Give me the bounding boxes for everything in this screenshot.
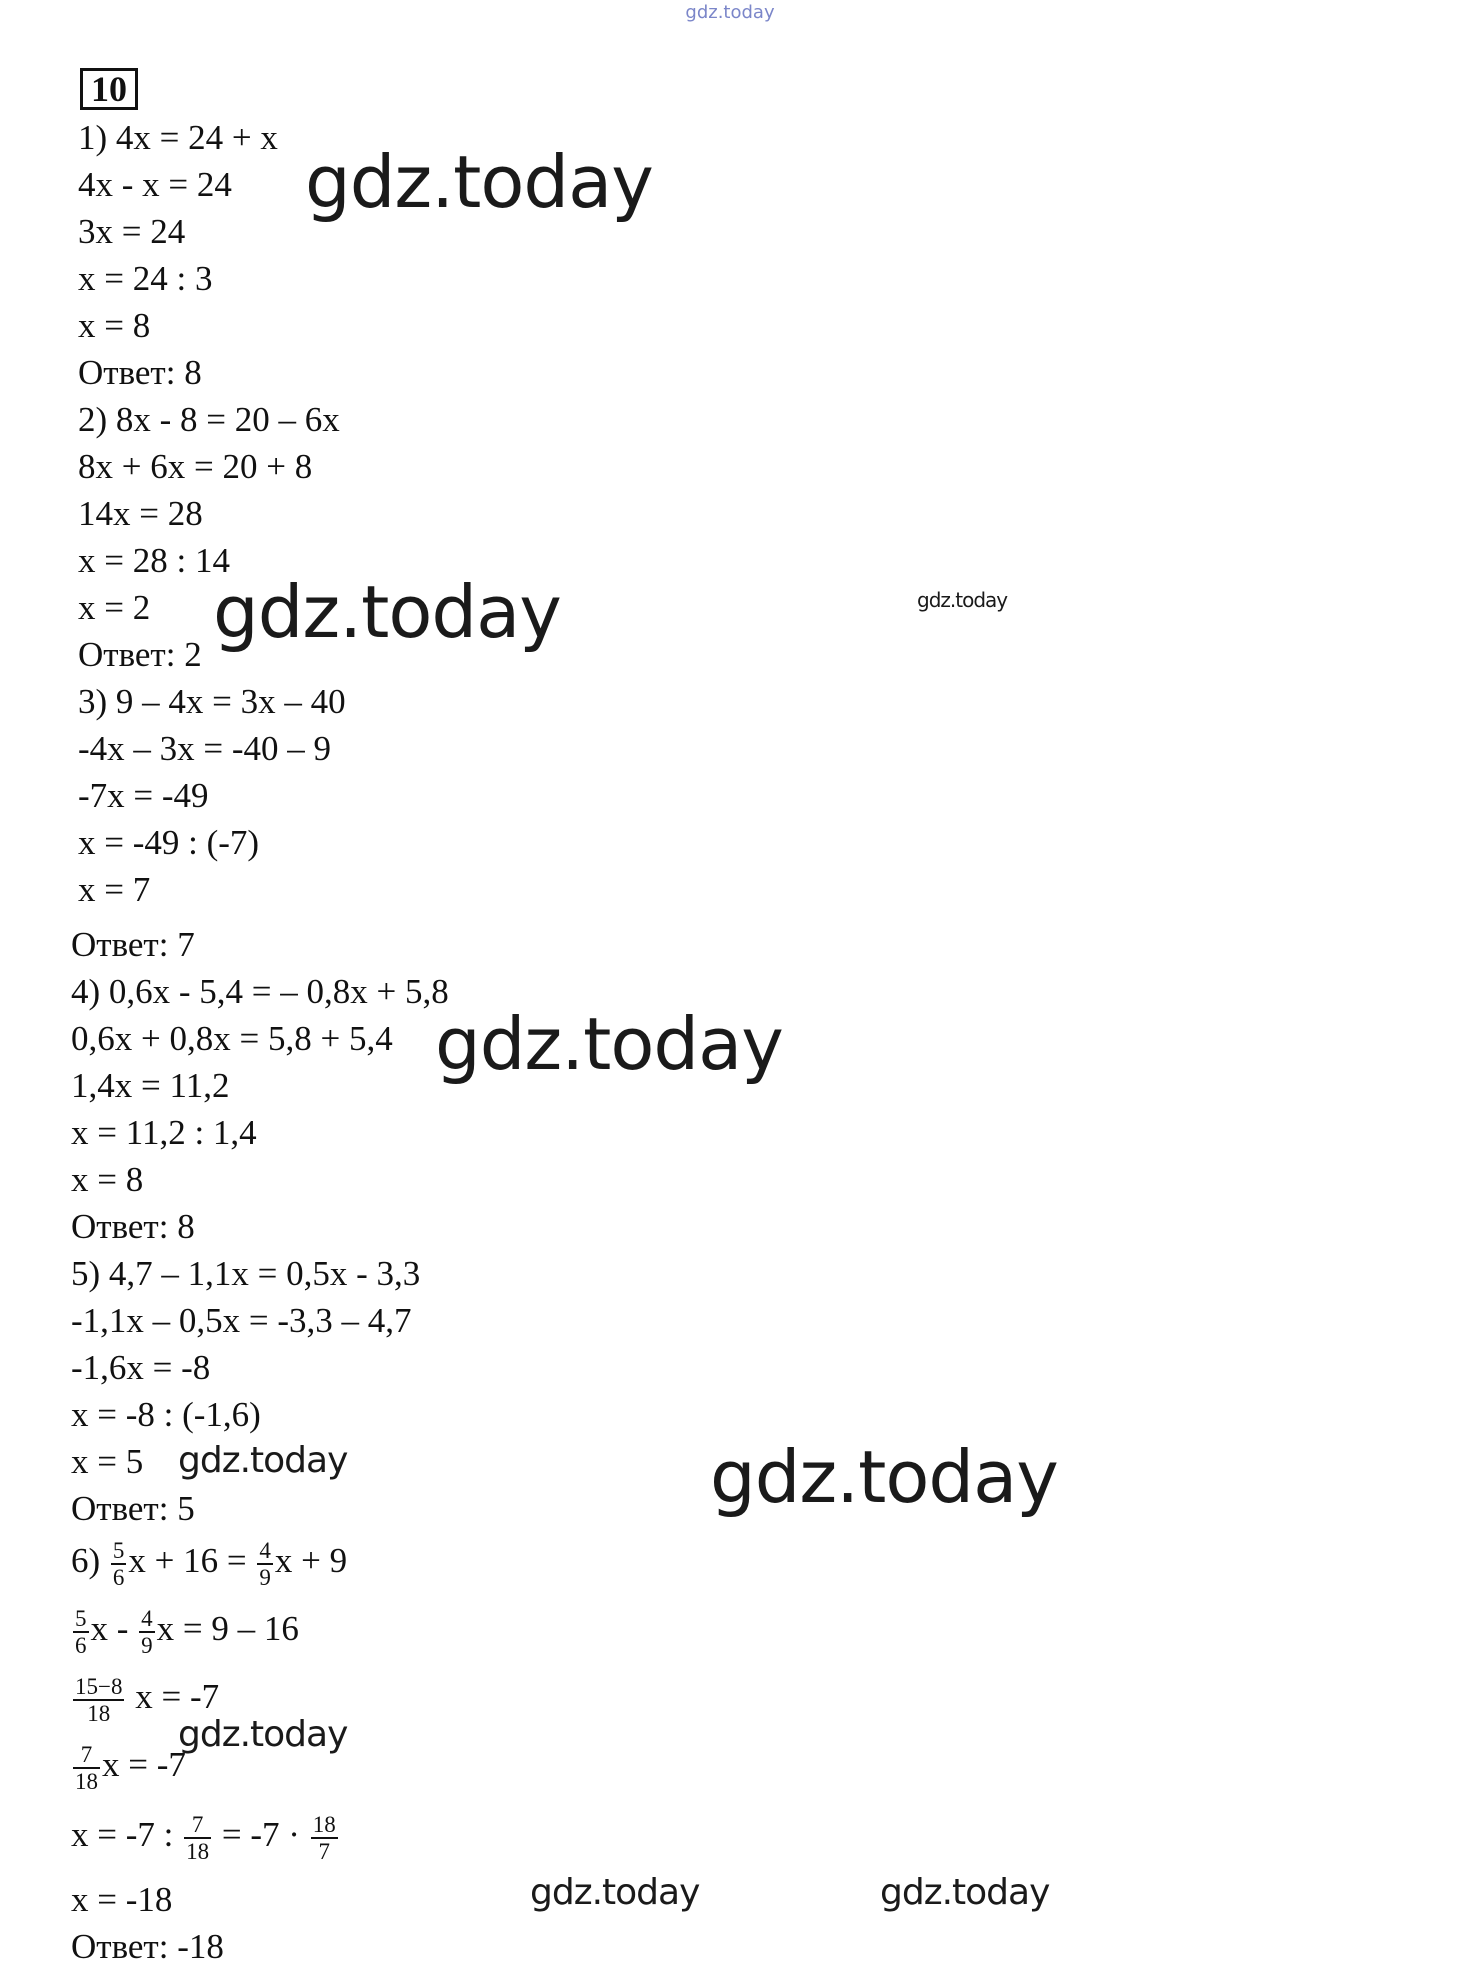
numerator: 5 <box>112 1538 125 1563</box>
denominator: 18 <box>87 1701 111 1726</box>
denominator: 9 <box>259 1565 271 1590</box>
equation-line: 14x = 28 <box>78 494 203 533</box>
answer-line: Ответ: 8 <box>71 1207 195 1246</box>
equation-line: 3x = 24 <box>78 212 186 251</box>
equation-line: x = 11,2 : 1,4 <box>71 1113 257 1152</box>
equation-line: x = 8 <box>78 306 151 345</box>
numerator: 7 <box>73 1742 100 1769</box>
watermark: gdz.today <box>178 1714 348 1755</box>
equation-line: 4x - x = 24 <box>78 165 232 204</box>
equation-line-fraction <box>71 1606 299 1658</box>
equation-line: x = -18 <box>71 1880 173 1919</box>
denominator: 6 <box>75 1633 87 1658</box>
equation-line: x = -49 : (-7) <box>78 823 260 862</box>
equation-line: x = 7 <box>78 870 151 909</box>
equation-line: 8x + 6x = 20 + 8 <box>78 447 313 486</box>
watermark: gdz.today <box>880 1872 1050 1913</box>
equation-line-fraction <box>71 1742 186 1794</box>
watermark: gdz.today <box>530 1872 700 1913</box>
equation-line-fraction <box>71 1812 340 1864</box>
equation-prefix: 6) <box>71 1541 101 1581</box>
watermark: gdz.today <box>305 140 653 224</box>
watermark: gdz.today <box>710 1435 1058 1519</box>
equation-text: x + 16 = <box>128 1541 247 1581</box>
watermark: gdz.today <box>178 1440 348 1481</box>
equation-line: -7x = -49 <box>78 776 209 815</box>
watermark: gdz.today <box>917 588 1008 612</box>
denominator: 7 <box>318 1839 330 1864</box>
equation-line: 2) 8x - 8 = 20 – 6x <box>78 400 340 439</box>
equation-line: x = 2 <box>78 588 151 627</box>
denominator: 6 <box>112 1565 125 1590</box>
equation-line: x = 28 : 14 <box>78 541 230 580</box>
watermark: gdz.today <box>435 1002 783 1086</box>
fraction <box>73 1674 124 1726</box>
equation-line: -4x – 3x = -40 – 9 <box>78 729 332 768</box>
equation-line: 1,4x = 11,2 <box>71 1066 230 1105</box>
fraction <box>73 1742 100 1794</box>
equation-line: 4) 0,6x - 5,4 = – 0,8x + 5,8 <box>71 972 449 1011</box>
answer-line: Ответ: 5 <box>71 1489 195 1528</box>
fraction <box>111 1538 127 1590</box>
equation-line: x = 8 <box>71 1160 144 1199</box>
fraction <box>257 1538 273 1590</box>
denominator: 18 <box>75 1769 98 1794</box>
fraction <box>311 1812 338 1864</box>
equation-line: 0,6x + 0,8x = 5,8 + 5,4 <box>71 1019 393 1058</box>
numerator: 15−8 <box>75 1674 123 1699</box>
equation-line: -1,6x = -8 <box>71 1348 211 1387</box>
numerator: 4 <box>259 1538 271 1563</box>
numerator: 18 <box>312 1812 336 1837</box>
equation-text: = -7 · <box>221 1815 300 1855</box>
equation-line: x = 24 : 3 <box>78 259 213 298</box>
denominator: 18 <box>186 1839 210 1864</box>
fraction <box>184 1812 211 1864</box>
equation-line: 3) 9 – 4x = 3x – 40 <box>78 682 346 721</box>
numerator: 7 <box>184 1812 211 1839</box>
numerator: 5 <box>75 1606 87 1631</box>
answer-line: Ответ: -18 <box>71 1927 224 1966</box>
equation-text: x = 9 – 16 <box>156 1609 299 1649</box>
answer-line: Ответ: 7 <box>71 925 195 964</box>
equation-line: x = 5 <box>71 1442 144 1481</box>
numerator: 4 <box>141 1606 153 1631</box>
equation-line: 1) 4x = 24 + x <box>78 118 278 157</box>
answer-line: Ответ: 2 <box>78 635 202 674</box>
equation-line: 5) 4,7 – 1,1x = 0,5x - 3,3 <box>71 1254 421 1293</box>
header-watermark: gdz.today <box>685 2 775 23</box>
fraction <box>139 1606 155 1658</box>
equation-text: x + 9 <box>274 1541 348 1581</box>
equation-text: x = -7 <box>102 1745 186 1785</box>
watermark: gdz.today <box>213 570 561 654</box>
equation-line-fraction <box>71 1538 347 1590</box>
equation-line: -1,1x – 0,5x = -3,3 – 4,7 <box>71 1301 412 1340</box>
fraction <box>73 1606 89 1658</box>
equation-line: x = -8 : (-1,6) <box>71 1395 261 1434</box>
equation-text: x - <box>90 1609 129 1649</box>
denominator: 9 <box>141 1633 153 1658</box>
answer-line: Ответ: 8 <box>78 353 202 392</box>
equation-text: x = -7 <box>135 1677 220 1717</box>
equation-text: x = -7 : <box>71 1815 174 1855</box>
task-number-box: 10 <box>80 68 138 110</box>
